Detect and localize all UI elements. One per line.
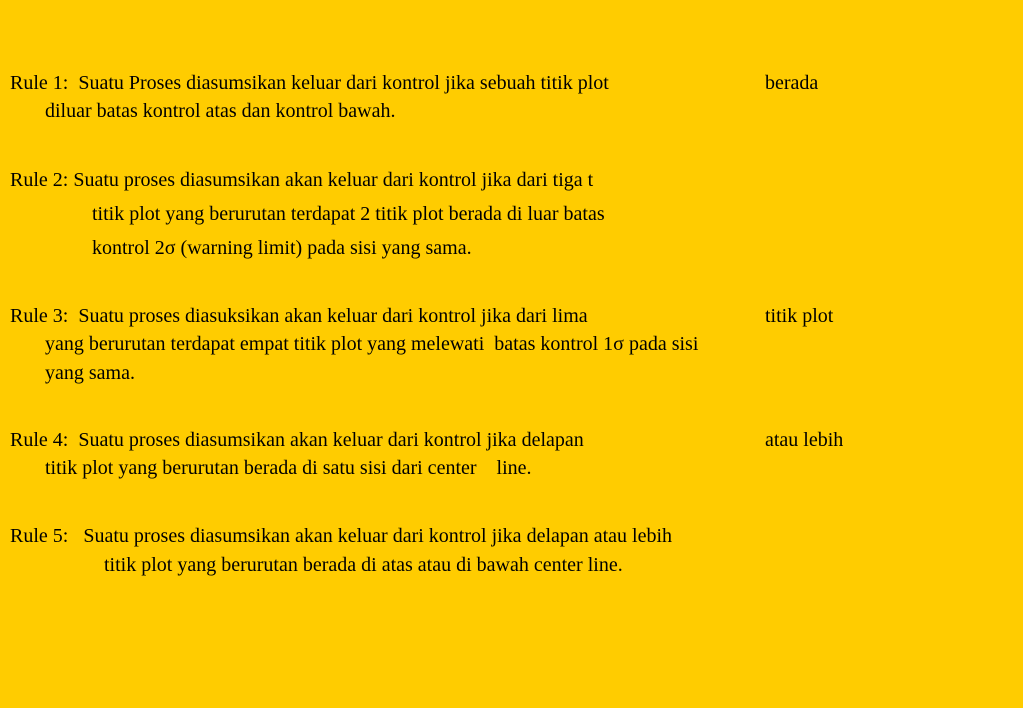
rule-3-line-2: yang berurutan terdapat empat titik plot yang melewati batas kontrol 1σ pada sisi xyxy=(45,333,699,355)
rule-2-line-1: Rule 2: Suatu proses diasumsikan akan keluar dari kontrol jika dari tiga t xyxy=(10,169,594,191)
rule-5-line-2: titik plot yang berurutan berada di atas atau di bawah center line. xyxy=(104,554,623,576)
rule-4-line-1: Rule 4: Suatu proses diasumsikan akan keluar dari kontrol jika delapan xyxy=(10,429,584,451)
rule-1-line-1: Rule 1: Suatu Proses diasumsikan keluar dari kontrol jika sebuah titik plot xyxy=(10,72,609,94)
rule-2-line-3: kontrol 2σ (warning limit) pada sisi yang sama. xyxy=(92,237,472,259)
rule-2-line-2: titik plot yang berurutan terdapat 2 titik plot berada di luar batas xyxy=(92,203,605,225)
rule-1-line-2: diluar batas kontrol atas dan kontrol bawah. xyxy=(45,100,396,122)
rule-5-line-1: Rule 5: Suatu proses diasumsikan akan keluar dari kontrol jika delapan atau lebih xyxy=(10,525,673,547)
rule-3-line-1-tail: titik plot xyxy=(765,305,834,327)
rule-3-line-3: yang sama. xyxy=(45,362,135,384)
rule-3-line-1: Rule 3: Suatu proses diasuksikan akan keluar dari kontrol jika dari lima xyxy=(10,305,588,327)
rule-4-line-1-tail: atau lebih xyxy=(765,429,844,451)
rule-4-line-2: titik plot yang berurutan berada di satu sisi dari center line. xyxy=(45,457,532,479)
rule-1-line-1-tail: berada xyxy=(765,72,819,94)
